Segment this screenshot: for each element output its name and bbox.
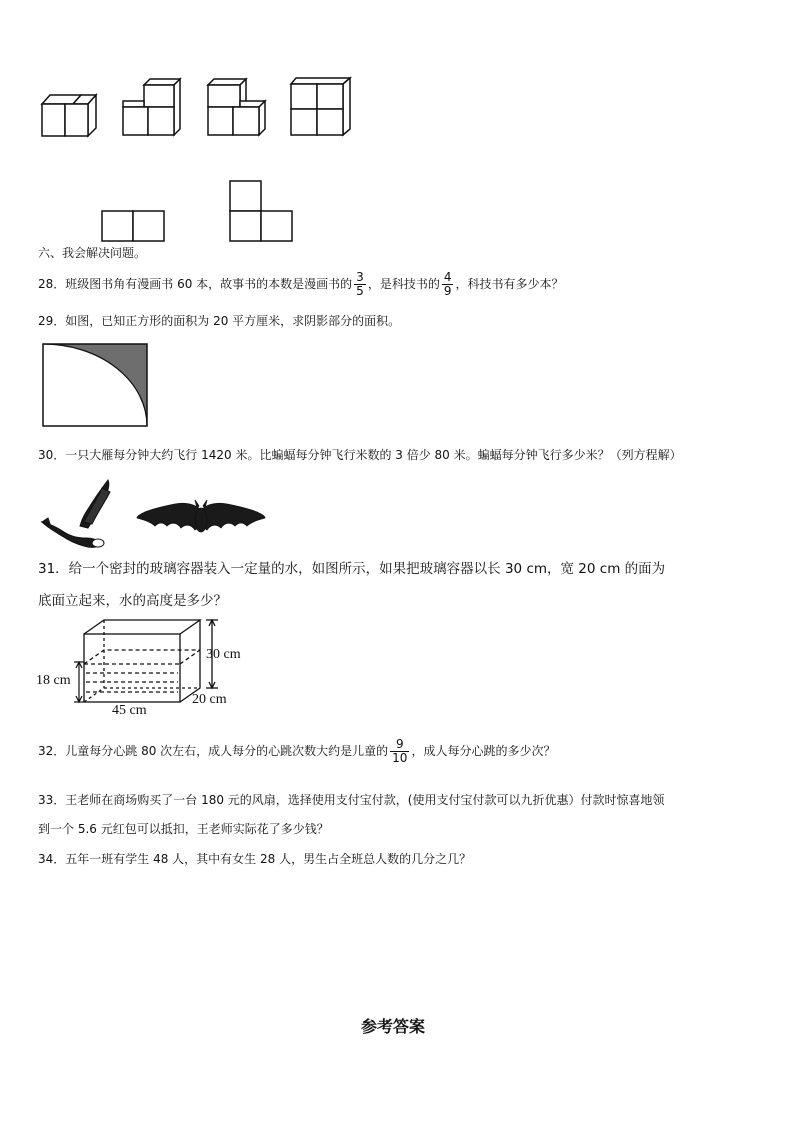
cube-figure-1 (36, 90, 100, 138)
question-33-line-2: 到一个 5.6 元红包可以抵扣，王老师实际花了多少钱？ (38, 822, 329, 836)
question-31-line-1: 31．给一个密封的玻璃容器装入一定量的水，如图所示，如果把玻璃容器以长 30 cm，宽 20 cm 的面为 (38, 561, 666, 577)
cube-figure-4 (288, 74, 352, 138)
q32-prefix: 32．儿童每分心跳 80 次左右，成人每分的心跳次数大约是儿童的 (38, 744, 389, 758)
label-20cm: 20 cm (192, 692, 227, 707)
question-33-line-1: 33．王老师在商场购买了一台 180 元的风扇，选择使用支付宝付款，(使用支付宝付款可以九折优惠）付款时惊喜地领 (38, 793, 665, 807)
q28-fraction-2 (442, 271, 454, 298)
flat-view-l-shape (229, 180, 293, 242)
label-18cm: 18 cm (36, 673, 71, 688)
q32-frac-den: 10 (392, 751, 408, 765)
q32-suffix: ，成人每分心跳的多少次？ (411, 744, 556, 758)
label-30cm: 30 cm (206, 647, 241, 662)
flat-view-two-squares (101, 210, 165, 242)
q28-frac1-num: 3 (356, 270, 364, 284)
question-29: 29．如图，已知正方形的面积为 20 平方厘米，求阴影部分的面积。 (38, 314, 401, 328)
question-32 (38, 734, 555, 768)
q28-fraction-1 (354, 271, 366, 298)
q28-prefix: 28．班级图书角有漫画书 60 本，故事书的本数是漫画书的 (38, 277, 353, 291)
answers-title: 参考答案 (361, 1017, 426, 1036)
cube-figure-2 (120, 75, 184, 139)
q28-middle: ，是科技书的 (367, 277, 440, 291)
question-28 (38, 267, 563, 301)
q28-suffix: ，科技书有多少本？ (455, 277, 564, 291)
q28-frac2-num: 4 (443, 270, 452, 284)
cube-figure-3 (205, 75, 269, 139)
question-31-line-2: 底面立起来，水的高度是多少？ (38, 593, 227, 609)
q28-frac1-den: 5 (356, 284, 364, 298)
q28-frac2-den: 9 (443, 284, 452, 298)
square-quarter-circle-figure (41, 342, 149, 428)
q32-frac-num: 9 (395, 737, 404, 751)
question-30: 30．一只大雁每分钟大约飞行 1420 米。比蝙蝠每分钟飞行米数的 3 倍少 80 米。蝙蝠每分钟飞行多少米？（列方程解） (38, 448, 682, 462)
question-34: 34．五年一班有学生 48 人，其中有女生 28 人，男生占全班总人数的几分之几？ (38, 852, 472, 866)
wild-goose-image (40, 478, 120, 552)
water-height-dimension (72, 660, 86, 704)
bat-image (135, 498, 267, 540)
label-45cm: 45 cm (112, 703, 147, 718)
section-heading: 六、我会解决问题。 (38, 246, 147, 260)
q32-fraction (390, 738, 409, 765)
